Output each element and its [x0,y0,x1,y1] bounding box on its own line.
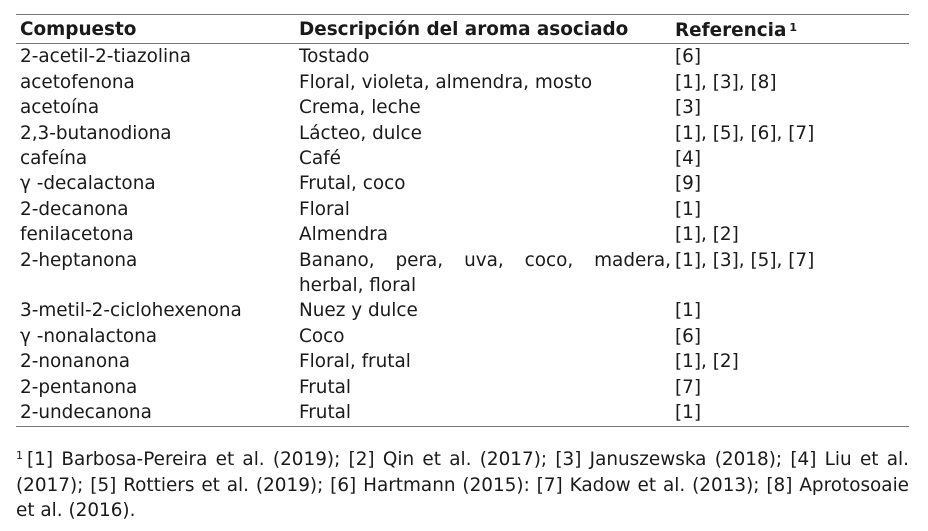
table-row [16,70,909,95]
table-body [16,44,909,426]
table-row [16,197,909,222]
table-row [16,121,909,146]
cell-compound: acetofenona [20,71,135,93]
cell-reference: [7] [675,376,702,398]
cell-compound: 2-pentanona [20,376,138,398]
cell-compound: 3-metil-2-ciclohexenona [20,300,242,322]
header-compound: Compuesto [16,15,295,44]
cell-reference: [1], [3], [8] [675,71,777,93]
header-description: Descripción del aroma asociado [295,15,671,44]
cell-description: Lácteo, dulce [299,122,422,144]
table-row [16,146,909,171]
table-row [16,222,909,247]
cell-reference: [4] [675,148,702,170]
cell-reference: [1], [5], [6], [7] [675,122,815,144]
cell-description: Frutal [299,402,352,424]
cell-reference: [1], [2] [675,224,739,246]
table-row [16,349,909,374]
table-row [16,375,909,400]
header-reference-label: Referencia [675,20,787,41]
cell-reference: [6] [675,325,702,347]
cell-reference: [9] [675,173,702,195]
cell-description: Banano, pera, uva, coco, madera, herbal, floral [299,249,671,297]
footnote-mark: 1 [789,21,798,34]
cell-reference: [6] [675,46,702,68]
cell-description: Crema, leche [299,97,421,119]
footnote-text: [1] Barbosa-Pereira et al. (2019); [2] Qin et al. (2017); [3] Januszewska (2018); [4] Liu et al. (2017); [5] Rottiers et al. (2019); [6] Hartmann (2015): [7] Kadow et al. (2013); [8] Aprotosoaie et al. (2016). [16,449,909,521]
table-row [16,298,909,323]
cell-description: Floral, violeta, almendra, mosto [299,71,593,93]
cell-reference: [1], [2] [675,351,739,373]
table-row [16,248,909,299]
cell-description: Floral [299,198,350,220]
cell-description: Coco [299,325,345,347]
cell-compound: 2-acetil-2-tiazolina [20,46,192,68]
cell-description: Café [299,148,341,170]
cell-compound: 2-decanona [20,198,129,220]
aroma-compounds-table [16,14,909,427]
cell-description: Floral, frutal [299,351,411,373]
footnote [16,443,909,524]
cell-reference: [1] [675,402,702,424]
cell-compound: γ -decalactona [20,173,156,195]
table-row [16,44,909,70]
table-row [16,95,909,120]
cell-compound: γ -nonalactona [20,325,158,347]
table-row [16,400,909,426]
cell-compound: 2,3-butanodiona [20,122,172,144]
table-row [16,324,909,349]
cell-reference: [3] [675,97,702,119]
cell-description: Frutal [299,376,352,398]
cell-description: Frutal, coco [299,173,406,195]
cell-description: Almendra [299,224,389,246]
cell-compound: 2-heptanona [20,249,138,271]
table-header-row [16,15,909,44]
cell-description: Nuez y dulce [299,300,418,322]
footnote-mark: 1 [16,449,23,462]
cell-compound: 2-undecanona [20,402,152,424]
cell-reference: [1], [3], [5], [7] [675,249,815,271]
cell-compound: fenilacetona [20,224,134,246]
cell-description: Tostado [299,46,370,68]
cell-compound: acetoína [20,97,100,119]
header-reference [671,15,909,44]
table-row [16,171,909,196]
cell-compound: 2-nonanona [20,351,131,373]
cell-compound: cafeína [20,148,88,170]
cell-reference: [1] [675,300,702,322]
cell-reference: [1] [675,198,702,220]
